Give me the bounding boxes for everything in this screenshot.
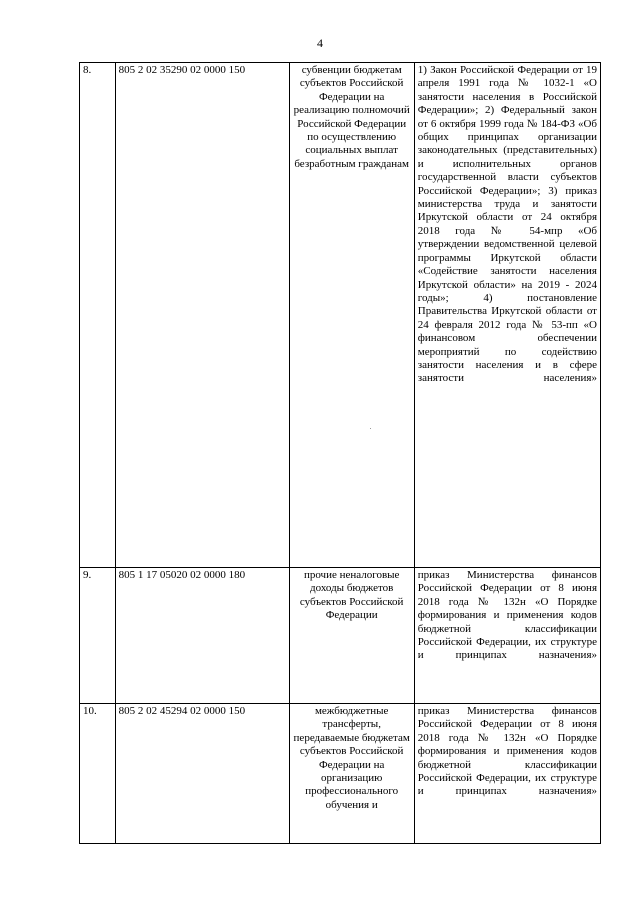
- row-number: 10.: [80, 704, 116, 844]
- legal-basis-table: [79, 62, 601, 844]
- budget-code: 805 1 17 05020 02 0000 180: [115, 568, 289, 704]
- table-row: [80, 63, 601, 568]
- row-number: 8.: [80, 63, 116, 568]
- budget-code: 805 2 02 45294 02 0000 150: [115, 704, 289, 844]
- revenue-description: межбюджетные трансферты, передаваемые бюджетам субъектов Российской Федерации на организацию профессионального обучения и: [289, 704, 414, 844]
- table-row: [80, 704, 601, 844]
- legal-basis: приказ Министерства финансов Российской Федерации от 8 июня 2018 года № 132н «О Порядке формирования и применения кодов бюджетной классификации Российской Федерации, их структуре и принципах назначения»: [414, 704, 600, 844]
- legal-basis: 1) Закон Российской Федерации от 19 апреля 1991 года № 1032-1 «О занятости населения в Российской Федерации»; 2) Федеральный закон от 6 октября 1999 года № 184-ФЗ «Об общих принципах организации законодательных (представительных) и исполнительных органов государственной власти субъектов Российской Федерации»; 3) приказ министерства труда и занятости Иркутской области от 24 октября 2018 года № 54-мпр «Об утверждении ведомственной целевой программы Иркутской области «Содействие занятости населения Иркутской области» на 2019 - 2024 годы»; 4) постановление Правительства Иркутской области от 24 февраля 2012 года № 53-пп «О финансовом обеспечении мероприятий по содействию занятости населения и в сфере занятости населения»: [414, 63, 600, 568]
- row-number: 9.: [80, 568, 116, 704]
- legal-basis: приказ Министерства финансов Российской Федерации от 8 июня 2018 года № 132н «О Порядке формирования и применения кодов бюджетной классификации Российской Федерации, их структуре и принципах назначения»: [414, 568, 600, 704]
- scan-speck: [370, 428, 371, 429]
- revenue-description: субвенции бюджетам субъектов Российской Федерации на реализацию полномочий Российской Федерации по осуществлению социальных выплат безработным гражданам: [289, 63, 414, 568]
- budget-code: 805 2 02 35290 02 0000 150: [115, 63, 289, 568]
- revenue-description: прочие неналоговые доходы бюджетов субъектов Российской Федерации: [289, 568, 414, 704]
- table-row: [80, 568, 601, 704]
- page-number: 4: [317, 36, 323, 50]
